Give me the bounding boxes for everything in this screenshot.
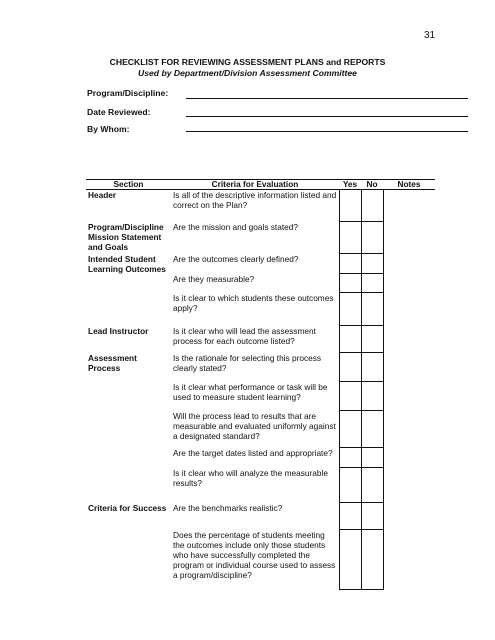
- section-cell: Criteria for Success: [88, 502, 167, 513]
- notes-cell[interactable]: [383, 448, 435, 468]
- header-yes: Yes: [339, 180, 361, 190]
- yes-checkbox[interactable]: [339, 468, 361, 503]
- notes-cell[interactable]: [383, 190, 435, 222]
- table-row: [86, 530, 435, 590]
- yes-checkbox[interactable]: [339, 274, 361, 293]
- date-reviewed-line[interactable]: [186, 116, 468, 117]
- table-row: [86, 274, 435, 293]
- section-cell: [86, 293, 171, 326]
- document-subtitle: Used by Department/Division Assessment Committee: [138, 68, 357, 78]
- no-checkbox[interactable]: [361, 222, 383, 254]
- criteria-cell: Will the process lead to results that are measurable and evaluated uniformly against a designated standard?: [171, 411, 339, 448]
- notes-cell[interactable]: [383, 411, 435, 448]
- yes-checkbox[interactable]: [339, 411, 361, 448]
- table-row: [86, 222, 435, 254]
- no-checkbox[interactable]: [361, 326, 383, 353]
- section-cell: [86, 274, 171, 293]
- yes-checkbox[interactable]: [339, 530, 361, 590]
- criteria-cell: Are the mission and goals stated?: [171, 222, 339, 254]
- section-cell: Lead Instructor: [88, 325, 149, 336]
- section-cell: [86, 411, 171, 448]
- yes-checkbox[interactable]: [339, 326, 361, 353]
- by-whom-line[interactable]: [186, 131, 468, 132]
- table-row: [86, 254, 435, 274]
- criteria-cell: Are the target dates listed and appropriate?: [171, 448, 339, 468]
- program-discipline-label: Program/Discipline:: [87, 88, 169, 98]
- document-title: CHECKLIST FOR REVIEWING ASSESSMENT PLANS and REPORTS: [109, 57, 386, 67]
- section-cell: [86, 382, 171, 411]
- notes-cell[interactable]: [383, 222, 435, 254]
- yes-checkbox[interactable]: [339, 293, 361, 326]
- table-row: [86, 190, 435, 222]
- table-row: [86, 411, 435, 448]
- section-cell: [86, 468, 171, 503]
- criteria-cell: Is it clear who will analyze the measurable results?: [171, 468, 339, 503]
- section-cell: Intended Student Learning Outcomes: [88, 253, 166, 274]
- section-cell: [86, 448, 171, 468]
- criteria-cell: Are the benchmarks realistic?: [171, 503, 339, 530]
- yes-checkbox[interactable]: [339, 448, 361, 468]
- no-checkbox[interactable]: [361, 190, 383, 222]
- header-section: Section: [86, 180, 171, 190]
- yes-checkbox[interactable]: [339, 382, 361, 411]
- no-checkbox[interactable]: [361, 293, 383, 326]
- table-row: [86, 326, 435, 353]
- no-checkbox[interactable]: [361, 411, 383, 448]
- criteria-cell: Are the outcomes clearly defined?: [171, 254, 339, 274]
- table-row: [86, 293, 435, 326]
- date-reviewed-label: Date Reviewed:: [87, 107, 151, 117]
- table-row: [86, 382, 435, 411]
- no-checkbox[interactable]: [361, 503, 383, 530]
- section-cell: Assessment Process: [88, 352, 137, 373]
- no-checkbox[interactable]: [361, 530, 383, 590]
- page-number: 31: [424, 30, 436, 41]
- notes-cell[interactable]: [383, 530, 435, 590]
- section-cell: Header: [88, 190, 117, 200]
- no-checkbox[interactable]: [361, 353, 383, 382]
- table-row: [86, 353, 435, 382]
- header-no: No: [361, 180, 383, 190]
- notes-cell[interactable]: [383, 254, 435, 274]
- criteria-cell: Are they measurable?: [171, 274, 339, 293]
- yes-checkbox[interactable]: [339, 353, 361, 382]
- no-checkbox[interactable]: [361, 382, 383, 411]
- notes-cell[interactable]: [383, 382, 435, 411]
- criteria-cell: Is it clear who will lead the assessment process for each outcome listed?: [171, 326, 339, 353]
- criteria-cell: Is it clear what performance or task will be used to measure student learning?: [171, 382, 339, 411]
- yes-checkbox[interactable]: [339, 503, 361, 530]
- criteria-cell: Is it clear to which students these outcomes apply?: [171, 293, 339, 326]
- no-checkbox[interactable]: [361, 468, 383, 503]
- criteria-cell: Is the rationale for selecting this process clearly stated?: [171, 353, 339, 382]
- header-criteria: Criteria for Evaluation: [171, 180, 339, 190]
- notes-cell[interactable]: [383, 353, 435, 382]
- table-row: [86, 503, 435, 530]
- no-checkbox[interactable]: [361, 254, 383, 274]
- table-row: [86, 468, 435, 503]
- section-cell: Program/Discipline Mission Statement and Goals: [88, 221, 164, 252]
- notes-cell[interactable]: [383, 503, 435, 530]
- yes-checkbox[interactable]: [339, 254, 361, 274]
- criteria-cell: Does the percentage of students meeting the outcomes include only those students who have successfully completed the program or individual course used to assess a program/discipline?: [171, 530, 339, 590]
- notes-cell[interactable]: [383, 326, 435, 353]
- notes-cell[interactable]: [383, 293, 435, 326]
- section-cell: [86, 530, 171, 590]
- notes-cell[interactable]: [383, 468, 435, 503]
- criteria-cell: Is all of the descriptive information listed and correct on the Plan?: [171, 190, 339, 222]
- header-notes: Notes: [383, 180, 435, 190]
- notes-cell[interactable]: [383, 274, 435, 293]
- no-checkbox[interactable]: [361, 448, 383, 468]
- checklist-table: [86, 179, 435, 590]
- table-row: [86, 448, 435, 468]
- program-discipline-line[interactable]: [186, 98, 468, 99]
- yes-checkbox[interactable]: [339, 190, 361, 222]
- yes-checkbox[interactable]: [339, 222, 361, 254]
- by-whom-label: By Whom:: [87, 124, 130, 134]
- table-header-row: [86, 180, 435, 190]
- no-checkbox[interactable]: [361, 274, 383, 293]
